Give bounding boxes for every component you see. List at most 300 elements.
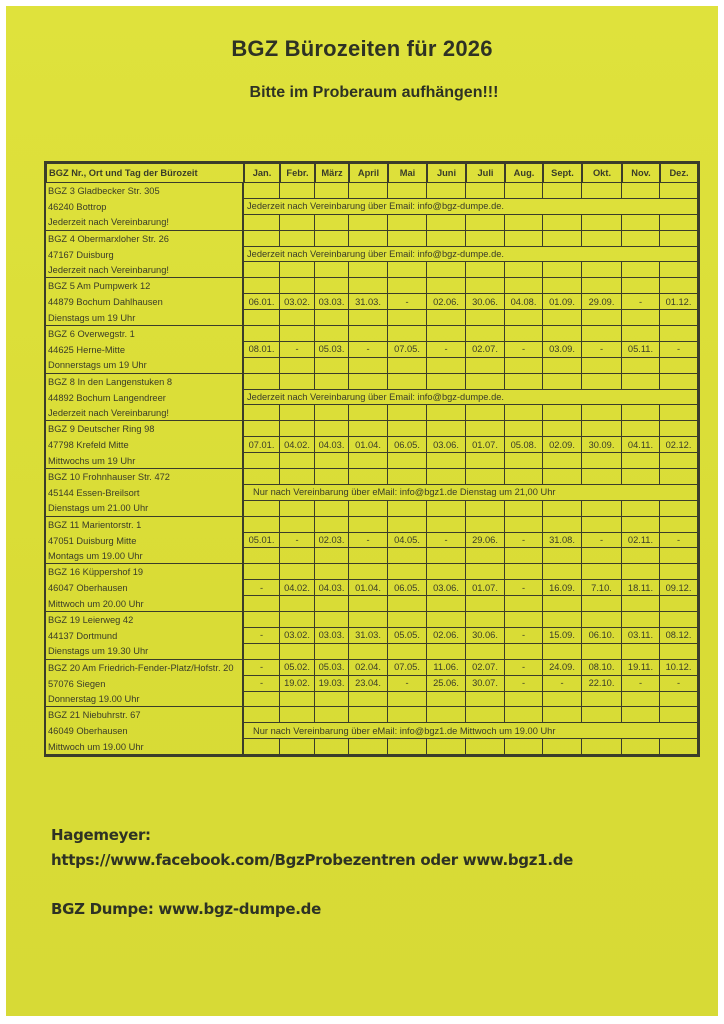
table-row (46, 294, 698, 310)
empty-cell (622, 612, 660, 628)
date-cell: 04.08. (505, 294, 543, 310)
location-city: 44892 Bochum Langendreer (46, 390, 244, 406)
empty-cell (466, 183, 505, 199)
table-row (46, 564, 698, 580)
table-row (46, 692, 698, 708)
date-cell: 01.07. (466, 580, 505, 596)
date-cell: 03.03. (315, 628, 349, 644)
location-city: 47167 Duisburg (46, 247, 244, 263)
empty-cell (315, 278, 349, 294)
empty-cell (622, 421, 660, 437)
date-cell: 30.06. (466, 628, 505, 644)
footer-hagemeyer-links[interactable]: https://www.facebook.com/BgzProbezentren oder www.bgz1.de (51, 851, 574, 869)
empty-cell (582, 564, 622, 580)
empty-cell (466, 215, 505, 231)
empty-cell (505, 215, 543, 231)
empty-cell (466, 310, 505, 326)
empty-cell (427, 644, 466, 660)
empty-cell (349, 231, 388, 247)
empty-cell (315, 644, 349, 660)
empty-cell (466, 501, 505, 517)
location-city: 46047 Oberhausen (46, 580, 244, 596)
date-cell: 02.11. (622, 533, 660, 549)
empty-cell (244, 262, 280, 278)
table-row (46, 421, 698, 437)
table-row (46, 628, 698, 644)
empty-cell (543, 548, 582, 564)
empty-cell (582, 644, 622, 660)
column-header-sep: Sept. (543, 163, 582, 183)
empty-cell (244, 596, 280, 612)
empty-cell (543, 453, 582, 469)
date-cell: - (660, 342, 698, 358)
empty-cell (244, 405, 280, 421)
table-row (46, 580, 698, 596)
date-cell: 05.01. (244, 533, 280, 549)
empty-cell (244, 326, 280, 342)
empty-cell (244, 231, 280, 247)
empty-cell (622, 548, 660, 564)
location-city: 46049 Oberhausen (46, 723, 244, 739)
table-row (46, 405, 698, 421)
empty-cell (582, 421, 622, 437)
empty-cell (505, 405, 543, 421)
empty-cell (244, 374, 280, 390)
empty-cell (280, 262, 315, 278)
table-row (46, 723, 698, 739)
empty-cell (388, 596, 427, 612)
date-cell: 04.05. (388, 533, 427, 549)
empty-cell (315, 405, 349, 421)
empty-cell (660, 453, 698, 469)
empty-cell (505, 548, 543, 564)
location-city: 44625 Herne-Mitte (46, 342, 244, 358)
empty-cell (427, 692, 466, 708)
table-row (46, 247, 698, 263)
empty-cell (427, 612, 466, 628)
table-row (46, 374, 698, 390)
empty-cell (582, 453, 622, 469)
empty-cell (388, 501, 427, 517)
date-cell: 31.08. (543, 533, 582, 549)
empty-cell (427, 548, 466, 564)
empty-cell (622, 215, 660, 231)
empty-cell (315, 262, 349, 278)
empty-cell (543, 517, 582, 533)
date-cell: 04.02. (280, 580, 315, 596)
empty-cell (505, 278, 543, 294)
empty-cell (349, 469, 388, 485)
empty-cell (427, 469, 466, 485)
empty-cell (388, 692, 427, 708)
date-cell: 02.04. (349, 660, 388, 676)
date-cell: 29.06. (466, 533, 505, 549)
empty-cell (660, 548, 698, 564)
empty-cell (244, 739, 280, 755)
empty-cell (505, 421, 543, 437)
location-schedule: Mittwoch um 19.00 Uhr (46, 739, 244, 755)
location-schedule: Dienstags um 19 Uhr (46, 310, 244, 326)
appointment-note: Jederzeit nach Vereinbarung über Email: info@bgz-dumpe.de. (244, 247, 698, 263)
empty-cell (427, 596, 466, 612)
empty-cell (660, 612, 698, 628)
empty-cell (427, 374, 466, 390)
empty-cell (315, 231, 349, 247)
empty-cell (660, 278, 698, 294)
empty-cell (427, 183, 466, 199)
empty-cell (466, 612, 505, 628)
empty-cell (244, 612, 280, 628)
table-row (46, 501, 698, 517)
empty-cell (315, 707, 349, 723)
column-header-dec: Dez. (660, 163, 698, 183)
empty-cell (582, 262, 622, 278)
empty-cell (388, 215, 427, 231)
empty-cell (543, 215, 582, 231)
date-cell: 18.11. (622, 580, 660, 596)
location-city: 44137 Dortmund (46, 628, 244, 644)
empty-cell (244, 469, 280, 485)
date-cell: 07.05. (388, 660, 427, 676)
empty-cell (388, 739, 427, 755)
empty-cell (244, 421, 280, 437)
date-cell: 01.04. (349, 580, 388, 596)
date-cell: 16.09. (543, 580, 582, 596)
empty-cell (660, 707, 698, 723)
empty-cell (622, 517, 660, 533)
empty-cell (622, 183, 660, 199)
date-cell: 24.09. (543, 660, 582, 676)
date-cell: 05.11. (622, 342, 660, 358)
date-cell: 01.09. (543, 294, 582, 310)
empty-cell (315, 310, 349, 326)
empty-cell (660, 739, 698, 755)
empty-cell (315, 596, 349, 612)
date-cell: 01.07. (466, 437, 505, 453)
empty-cell (244, 501, 280, 517)
location-schedule: Donnerstags um 19 Uhr (46, 358, 244, 374)
empty-cell (349, 612, 388, 628)
empty-cell (582, 501, 622, 517)
date-cell: 06.05. (388, 437, 427, 453)
empty-cell (466, 453, 505, 469)
empty-cell (582, 707, 622, 723)
date-cell: 31.03. (349, 294, 388, 310)
empty-cell (543, 469, 582, 485)
empty-cell (466, 517, 505, 533)
empty-cell (466, 405, 505, 421)
table-row (46, 485, 698, 501)
footer-hagemeyer-label: Hagemeyer: (51, 826, 151, 844)
empty-cell (427, 326, 466, 342)
location-address: BGZ 8 In den Langenstuken 8 (46, 374, 244, 390)
location-address: BGZ 3 Gladbecker Str. 305 (46, 183, 244, 199)
empty-cell (315, 183, 349, 199)
empty-cell (660, 596, 698, 612)
date-cell: 19.11. (622, 660, 660, 676)
date-cell: 23.04. (349, 676, 388, 692)
empty-cell (543, 310, 582, 326)
empty-cell (622, 707, 660, 723)
location-city: 57076 Siegen (46, 676, 244, 692)
empty-cell (543, 692, 582, 708)
empty-cell (505, 358, 543, 374)
date-cell: - (280, 342, 315, 358)
empty-cell (660, 405, 698, 421)
empty-cell (244, 278, 280, 294)
empty-cell (315, 421, 349, 437)
empty-cell (427, 358, 466, 374)
column-header-apr: April (349, 163, 388, 183)
empty-cell (349, 310, 388, 326)
date-cell: - (622, 294, 660, 310)
location-schedule: Mittwochs um 19 Uhr (46, 453, 244, 469)
date-cell: 30.09. (582, 437, 622, 453)
appointment-note: Nur nach Vereinbarung über eMail: info@bgz1.de Mittwoch um 19.00 Uhr (244, 723, 698, 739)
empty-cell (505, 262, 543, 278)
table-row (46, 453, 698, 469)
date-cell: - (660, 533, 698, 549)
page-subtitle: Bitte im Proberaum aufhängen!!! (249, 84, 499, 101)
empty-cell (315, 612, 349, 628)
empty-cell (388, 405, 427, 421)
empty-cell (244, 644, 280, 660)
location-schedule: Dienstags um 21.00 Uhr (46, 501, 244, 517)
empty-cell (505, 692, 543, 708)
column-header-jan: Jan. (244, 163, 280, 183)
empty-cell (622, 231, 660, 247)
empty-cell (466, 421, 505, 437)
empty-cell (388, 548, 427, 564)
empty-cell (543, 739, 582, 755)
location-schedule: Montags um 19.00 Uhr (46, 548, 244, 564)
empty-cell (660, 262, 698, 278)
date-cell: 03.09. (543, 342, 582, 358)
empty-cell (466, 278, 505, 294)
empty-cell (427, 517, 466, 533)
empty-cell (244, 215, 280, 231)
empty-cell (622, 310, 660, 326)
empty-cell (388, 469, 427, 485)
date-cell: 05.02. (280, 660, 315, 676)
date-cell: - (660, 676, 698, 692)
date-cell: - (427, 533, 466, 549)
empty-cell (315, 517, 349, 533)
empty-cell (466, 707, 505, 723)
table-header-row (46, 163, 698, 183)
empty-cell (244, 358, 280, 374)
column-header-feb: Febr. (280, 163, 315, 183)
table-row (46, 310, 698, 326)
empty-cell (466, 262, 505, 278)
table-row (46, 278, 698, 294)
empty-cell (622, 374, 660, 390)
empty-cell (543, 612, 582, 628)
date-cell: 02.07. (466, 660, 505, 676)
table-row (46, 199, 698, 215)
empty-cell (349, 501, 388, 517)
empty-cell (280, 215, 315, 231)
table-row (46, 358, 698, 374)
empty-cell (660, 183, 698, 199)
date-cell: 15.09. (543, 628, 582, 644)
empty-cell (505, 564, 543, 580)
table-row (46, 533, 698, 549)
date-cell: 03.02. (280, 294, 315, 310)
empty-cell (315, 326, 349, 342)
date-cell: 03.03. (315, 294, 349, 310)
empty-cell (582, 548, 622, 564)
date-cell: - (505, 660, 543, 676)
date-cell: 05.03. (315, 660, 349, 676)
empty-cell (427, 405, 466, 421)
empty-cell (543, 374, 582, 390)
empty-cell (315, 453, 349, 469)
empty-cell (543, 501, 582, 517)
date-cell: - (622, 676, 660, 692)
empty-cell (582, 183, 622, 199)
empty-cell (505, 374, 543, 390)
date-cell: 19.02. (280, 676, 315, 692)
empty-cell (505, 644, 543, 660)
empty-cell (505, 310, 543, 326)
location-address: BGZ 20 Am Friedrich-Fender-Platz/Hofstr. 20 (46, 660, 244, 676)
empty-cell (505, 453, 543, 469)
empty-cell (388, 358, 427, 374)
date-cell: - (388, 676, 427, 692)
empty-cell (280, 278, 315, 294)
table-body (46, 183, 698, 755)
empty-cell (244, 692, 280, 708)
table-row (46, 183, 698, 199)
empty-cell (582, 215, 622, 231)
date-cell: 06.05. (388, 580, 427, 596)
date-cell: 04.03. (315, 580, 349, 596)
empty-cell (388, 326, 427, 342)
empty-cell (622, 262, 660, 278)
empty-cell (280, 501, 315, 517)
empty-cell (427, 215, 466, 231)
empty-cell (660, 358, 698, 374)
empty-cell (622, 564, 660, 580)
date-cell: 19.03. (315, 676, 349, 692)
empty-cell (622, 278, 660, 294)
empty-cell (582, 692, 622, 708)
date-cell: 02.06. (427, 628, 466, 644)
table-row (46, 596, 698, 612)
empty-cell (349, 739, 388, 755)
empty-cell (505, 739, 543, 755)
empty-cell (280, 739, 315, 755)
empty-cell (349, 644, 388, 660)
empty-cell (505, 183, 543, 199)
location-city: 45144 Essen-Breilsort (46, 485, 244, 501)
empty-cell (466, 231, 505, 247)
empty-cell (660, 421, 698, 437)
column-header-oct: Okt. (582, 163, 622, 183)
empty-cell (622, 692, 660, 708)
empty-cell (466, 326, 505, 342)
empty-cell (622, 405, 660, 421)
empty-cell (280, 707, 315, 723)
empty-cell (244, 548, 280, 564)
empty-cell (388, 231, 427, 247)
empty-cell (466, 358, 505, 374)
empty-cell (505, 517, 543, 533)
table-row (46, 326, 698, 342)
empty-cell (349, 548, 388, 564)
empty-cell (280, 644, 315, 660)
date-cell: - (505, 676, 543, 692)
date-cell: - (505, 628, 543, 644)
empty-cell (660, 469, 698, 485)
date-cell: - (582, 342, 622, 358)
location-schedule: Donnerstag 19.00 Uhr (46, 692, 244, 708)
table-row (46, 517, 698, 533)
date-cell: 05.05. (388, 628, 427, 644)
empty-cell (582, 517, 622, 533)
empty-cell (622, 453, 660, 469)
date-cell: - (244, 660, 280, 676)
empty-cell (280, 310, 315, 326)
empty-cell (427, 310, 466, 326)
empty-cell (427, 453, 466, 469)
empty-cell (505, 501, 543, 517)
empty-cell (466, 739, 505, 755)
date-cell: 03.11. (622, 628, 660, 644)
empty-cell (660, 374, 698, 390)
location-city: 46240 Bottrop (46, 199, 244, 215)
date-cell: 31.03. (349, 628, 388, 644)
empty-cell (660, 564, 698, 580)
empty-cell (622, 596, 660, 612)
empty-cell (582, 310, 622, 326)
column-header-aug: Aug. (505, 163, 543, 183)
empty-cell (427, 262, 466, 278)
empty-cell (582, 405, 622, 421)
date-cell: 03.02. (280, 628, 315, 644)
date-cell: 07.01. (244, 437, 280, 453)
date-cell: 02.06. (427, 294, 466, 310)
table-row (46, 676, 698, 692)
empty-cell (582, 469, 622, 485)
empty-cell (543, 262, 582, 278)
empty-cell (466, 548, 505, 564)
empty-cell (543, 707, 582, 723)
empty-cell (582, 612, 622, 628)
table-row (46, 390, 698, 406)
table-row (46, 342, 698, 358)
location-schedule: Mittwoch um 20.00 Uhr (46, 596, 244, 612)
date-cell: 04.11. (622, 437, 660, 453)
empty-cell (622, 501, 660, 517)
empty-cell (388, 644, 427, 660)
empty-cell (505, 469, 543, 485)
footer-bgz-dumpe-link[interactable]: BGZ Dumpe: www.bgz-dumpe.de (51, 900, 321, 918)
empty-cell (349, 374, 388, 390)
empty-cell (349, 215, 388, 231)
date-cell: - (427, 342, 466, 358)
date-cell: 05.03. (315, 342, 349, 358)
date-cell: 04.03. (315, 437, 349, 453)
table-row (46, 437, 698, 453)
empty-cell (315, 215, 349, 231)
empty-cell (427, 501, 466, 517)
date-cell: 08.10. (582, 660, 622, 676)
empty-cell (349, 421, 388, 437)
empty-cell (388, 421, 427, 437)
empty-cell (388, 310, 427, 326)
